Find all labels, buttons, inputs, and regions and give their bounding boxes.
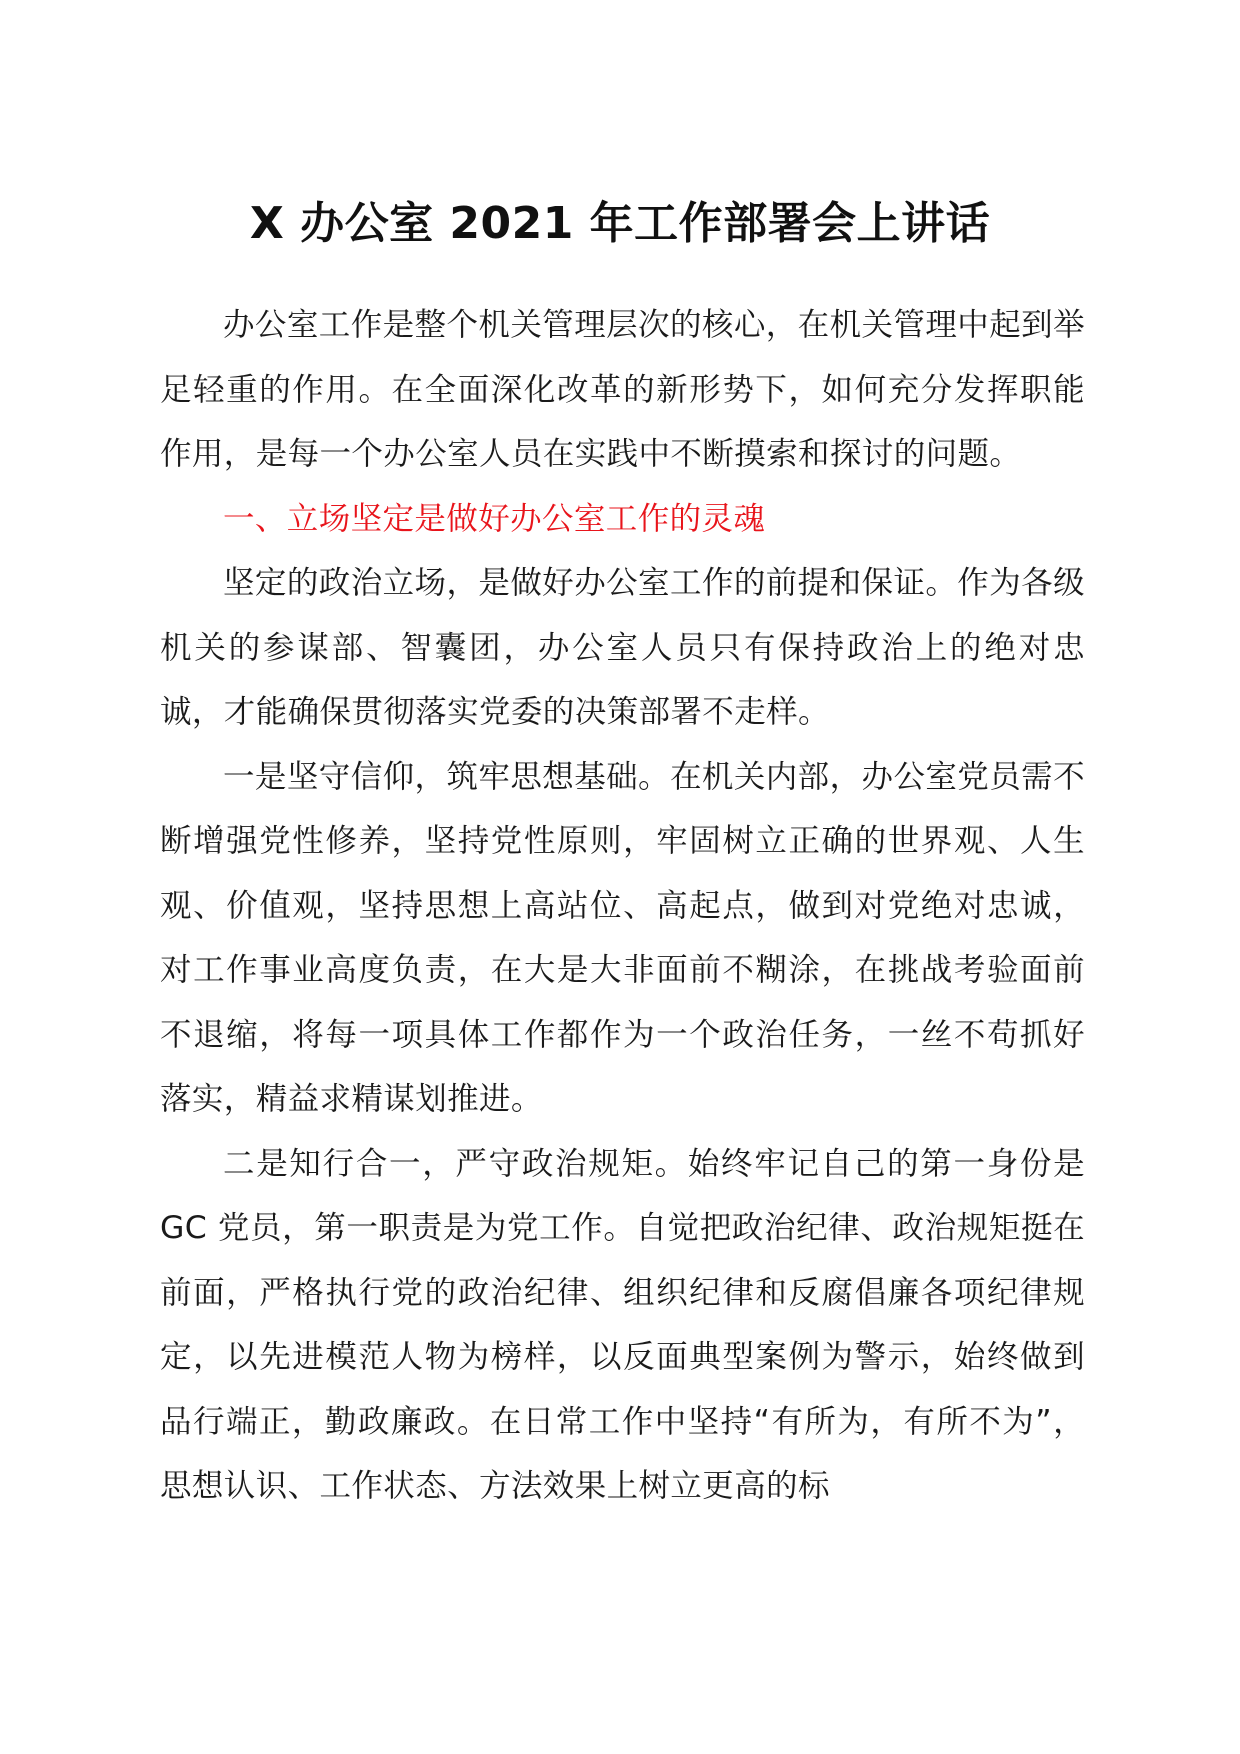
section-heading-1: 一、立场坚定是做好办公室工作的灵魂 bbox=[223, 500, 766, 537]
point-1-paragraph: 一是坚守信仰，筑牢思想基础。在机关内部，办公室党员需不断增强党性修养，坚持党性原则，牢固树立正确的世界观、人生观、价值观，坚持思想上高站位、高起点，做到对党绝对忠诚，对工作事业高度负责，在大是大非面前不糊涂，在挑战考验面前不退缩，将每一项具体工作都作为一个政治任务，一丝不苟抓好落实，精益求精谋划推进。 bbox=[160, 758, 1085, 1117]
intro-paragraph: 办公室工作是整个机关管理层次的核心，在机关管理中起到举足轻重的作用。在全面深化改革的新形势下，如何充分发挥职能作用，是每一个办公室人员在实践中不断摸索和探讨的问题。 bbox=[160, 307, 1085, 472]
document-title: X 办公室 2021 年工作部署会上讲话 bbox=[249, 198, 991, 249]
section-1-paragraph: 坚定的政治立场，是做好办公室工作的前提和保证。作为各级机关的参谋部、智囊团，办公室人员只有保持政治上的绝对忠诚，才能确保贯彻落实党委的决策部署不走样。 bbox=[160, 565, 1085, 730]
point-2-paragraph: 二是知行合一，严守政治规矩。始终牢记自己的第一身份是 GC 党员，第一职责是为党工作。自觉把政治纪律、政治规矩挺在前面，严格执行党的政治纪律、组织纪律和反腐倡廉各项纪律规定，以先进模范人物为榜样，以反面典型案例为警示，始终做到品行端正，勤政廉政。在日常工作中坚持“有所为，有所不为”，思想认识、工作状态、方法效果上树立更高的标 bbox=[160, 1145, 1085, 1504]
document-body bbox=[160, 293, 1085, 1519]
